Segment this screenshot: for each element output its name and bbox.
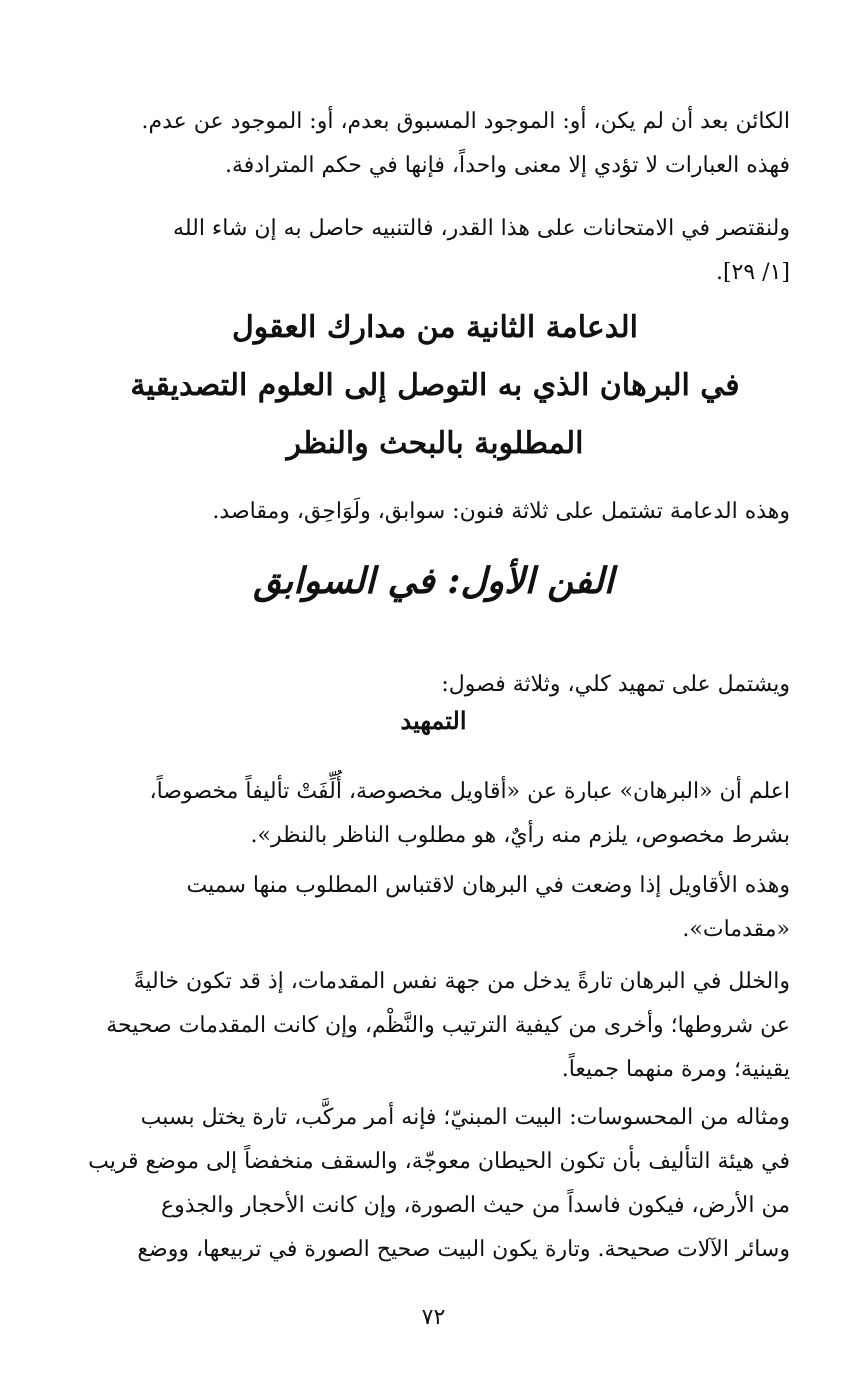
calligraphic-title: الفن الأول: في السوابق xyxy=(253,560,614,602)
top-paragraph xyxy=(50,100,790,188)
text-line: عن شروطها؛ وأخرى من كيفية الترتيب والنَّظْم، وإن كانت المقدمات صحيحة xyxy=(106,1013,790,1038)
paragraph-1 xyxy=(50,770,790,858)
chapter-intro xyxy=(50,663,790,707)
section-heading-line-1: الدعامة الثانية من مدارك العقول xyxy=(231,310,639,345)
text-line: يقينية؛ ومرة منهما جميعاً. xyxy=(561,1057,790,1082)
text-line: من الأرض، فيكون فاسداً من حيث الصورة، وإن كانت الأحجار والجذوع xyxy=(161,1193,790,1218)
closing-paragraph xyxy=(50,207,790,295)
paragraph-3 xyxy=(50,960,790,1092)
text-line: الكائن بعد أن لم يكن، أو: الموجود المسبوق بعدم، أو: الموجود عن عدم. xyxy=(141,109,790,134)
section-intro xyxy=(50,490,790,534)
text-line: ومثاله من المحسوسات: البيت المبنيّ؛ فإنه أمر مركَّب، تارة يختل بسبب xyxy=(140,1105,790,1130)
subheading: التمهيد xyxy=(400,706,467,735)
text-line: وسائر الآلات صحيحة. وتارة يكون البيت صحيح الصورة في تربيعها، ووضع xyxy=(137,1237,790,1262)
section-heading-line-3: المطلوبة بالبحث والنظر xyxy=(286,426,584,461)
page-number: ٧٢ xyxy=(421,1305,446,1330)
text-line: ويشتمل على تمهيد كلي، وثلاثة فصول: xyxy=(441,672,790,697)
text-line: «مقدمات». xyxy=(682,917,790,942)
text-line: وهذه الأقاويل إذا وضعت في البرهان لاقتباس المطلوب منها سميت xyxy=(186,873,790,898)
text-line: والخلل في البرهان تارةً يدخل من جهة نفس المقدمات، إذ قد تكون خاليةً xyxy=(133,969,790,994)
text-line: بشرط مخصوص، يلزم منه رأيٌ، هو مطلوب الناظر بالنظر». xyxy=(250,823,790,848)
text-line: في هيئة التأليف بأن تكون الحيطان معوجّة، والسقف منخفضاً إلى موضع قريب xyxy=(88,1149,790,1174)
text-line: وهذه الدعامة تشتمل على ثلاثة فنون: سوابق، ولَوَاحِق، ومقاصد. xyxy=(212,499,790,524)
text-line: فهذه العبارات لا تؤدي إلا معنى واحداً، فإنها في حكم المترادفة. xyxy=(224,153,790,178)
paragraph-4 xyxy=(50,1096,790,1272)
text-line: ولنقتصر في الامتحانات على هذا القدر، فالتنبيه حاصل به إن شاء الله xyxy=(173,216,790,241)
paragraph-2 xyxy=(50,864,790,952)
text-line: اعلم أن «البرهان» عبارة عن «أقاويل مخصوصة، أُلِّفَتْ تأليفاً مخصوصاً، xyxy=(149,779,790,804)
section-heading-line-2: في البرهان الذي به التوصل إلى العلوم التصديقية xyxy=(130,368,740,403)
text-line: [١/ ٢٩]. xyxy=(715,260,790,285)
